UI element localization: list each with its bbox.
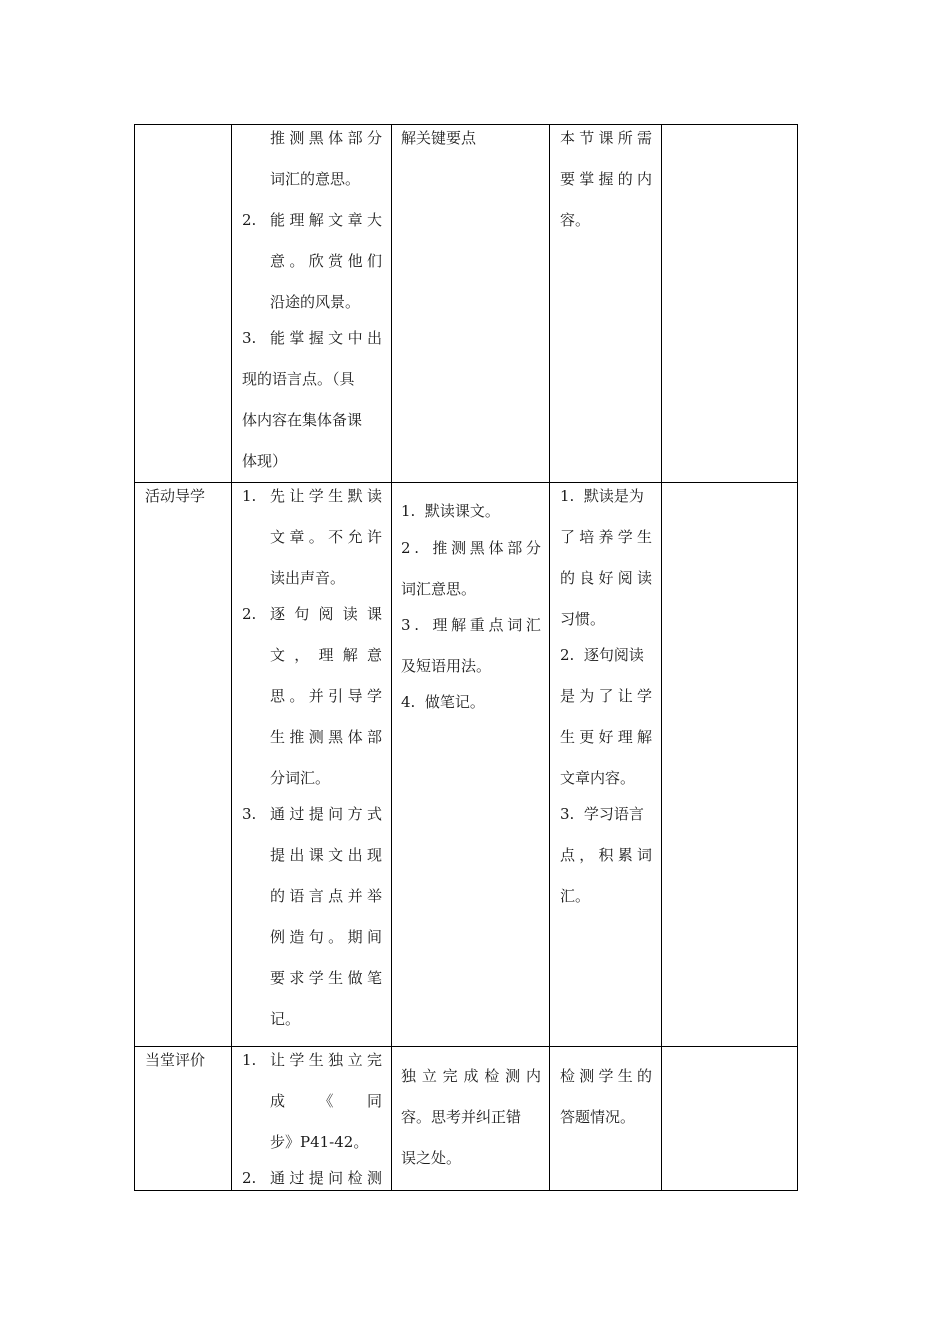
cell-text: 的 语 言 点 并 举 — [270, 887, 382, 905]
cell-text: 文 ， 理 解 意 — [270, 646, 382, 664]
list-number: 3. — [242, 329, 257, 347]
column-divider — [231, 125, 232, 1190]
row-label: 当堂评价 — [145, 1051, 206, 1069]
cell-text: 答题情况。 — [560, 1108, 636, 1126]
cell-text: 先 让 学 生 默 读 — [270, 487, 382, 505]
cell-text: 现的语言点。（具 — [242, 370, 355, 388]
cell-text: 文 章 。 不 允 许 — [270, 528, 382, 546]
cell-text: 4. 做笔记。 — [401, 693, 485, 711]
column-divider — [549, 125, 550, 1190]
cell-text: 体内容在集体备课 — [242, 411, 363, 429]
cell-text: 检 测 学 生 的 — [560, 1067, 652, 1085]
cell-text: 3 . 理 解 重 点 词 汇 — [401, 616, 541, 634]
list-number: 1. — [242, 487, 257, 505]
column-divider — [391, 125, 392, 1190]
cell-text: 成 《 同 — [270, 1092, 382, 1110]
cell-text: 推 测 黑 体 部 分 — [270, 129, 382, 147]
cell-text: 了 培 养 学 生 — [560, 528, 652, 546]
cell-text: 3. 学习语言 — [560, 805, 644, 823]
lesson-plan-table — [134, 124, 798, 1191]
cell-text: 汇。 — [560, 887, 591, 905]
cell-text: 2 . 推 测 黑 体 部 分 — [401, 539, 541, 557]
cell-text: 独 立 完 成 检 测 内 — [401, 1067, 541, 1085]
cell-text: 逐 句 阅 读 课 — [270, 605, 382, 623]
cell-text: 思 。 并 引 导 学 — [270, 687, 382, 705]
row-divider — [135, 482, 797, 483]
cell-text: 让 学 生 独 立 完 — [270, 1051, 382, 1069]
column-divider — [661, 125, 662, 1190]
cell-text: 提 出 课 文 出 现 — [270, 846, 382, 864]
cell-text: 误之处。 — [401, 1149, 462, 1167]
cell-text: 能 理 解 文 章 大 — [270, 211, 382, 229]
cell-text: 生 更 好 理 解 — [560, 728, 652, 746]
list-number: 2. — [242, 1169, 257, 1187]
cell-text: 点 ， 积 累 词 — [560, 846, 652, 864]
cell-text: 通 过 提 问 方 式 — [270, 805, 382, 823]
cell-text: 记。 — [270, 1010, 301, 1028]
list-number: 2. — [242, 605, 257, 623]
cell-text: 的 良 好 阅 读 — [560, 569, 652, 587]
cell-text: 词汇的意思。 — [270, 170, 361, 188]
cell-text: 要 求 学 生 做 笔 — [270, 969, 382, 987]
list-number: 1. — [242, 1051, 257, 1069]
cell-text: 文章内容。 — [560, 769, 636, 787]
cell-text: 及短语用法。 — [401, 657, 492, 675]
cell-text: 2. 逐句阅读 — [560, 646, 644, 664]
cell-text: 步》P41-42。 — [270, 1133, 369, 1151]
row-divider — [135, 1046, 797, 1047]
cell-text: 意 。 欣 赏 他 们 — [270, 252, 382, 270]
row-label: 活动导学 — [145, 487, 206, 505]
cell-text: 是 为 了 让 学 — [560, 687, 652, 705]
cell-text: 要 掌 握 的 内 — [560, 170, 652, 188]
cell-text: 1. 默读课文。 — [401, 502, 500, 520]
cell-text: 生 推 测 黑 体 部 — [270, 728, 382, 746]
cell-text: 本 节 课 所 需 — [560, 129, 652, 147]
cell-text: 词汇意思。 — [401, 580, 477, 598]
cell-text: 沿途的风景。 — [270, 293, 361, 311]
cell-text: 1. 默读是为 — [560, 487, 644, 505]
cell-text: 容。思考并纠正错 — [401, 1108, 522, 1126]
list-number: 3. — [242, 805, 257, 823]
cell-text: 容。 — [560, 211, 591, 229]
cell-text: 能 掌 握 文 中 出 — [270, 329, 382, 347]
cell-text: 分词汇。 — [270, 769, 331, 787]
cell-text: 体现） — [242, 452, 288, 470]
cell-text: 例 造 句 。 期 间 — [270, 928, 382, 946]
cell-text: 读出声音。 — [270, 569, 346, 587]
cell-text: 解关键要点 — [401, 129, 477, 147]
list-number: 2. — [242, 211, 257, 229]
cell-text: 习惯。 — [560, 610, 606, 628]
cell-text: 通 过 提 问 检 测 — [270, 1169, 382, 1187]
